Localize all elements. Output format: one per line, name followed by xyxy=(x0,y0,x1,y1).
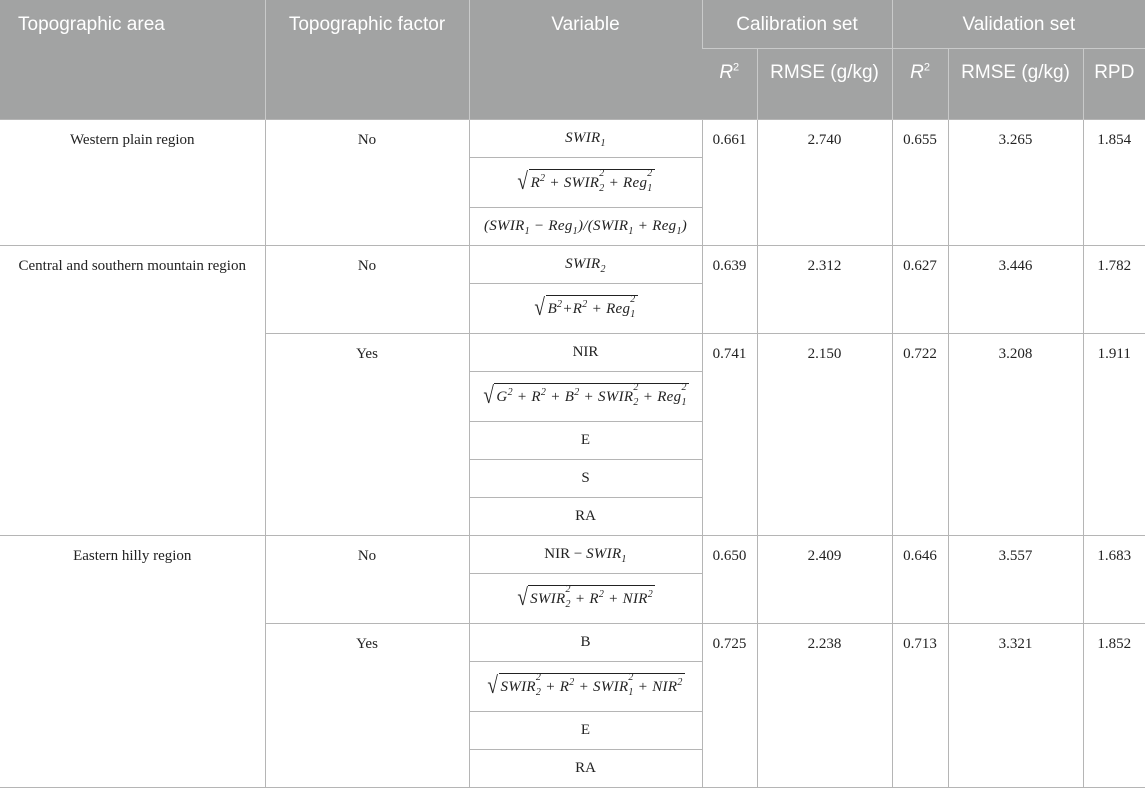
val-r2-cell: 0.713 xyxy=(892,623,948,787)
variable-cell: RA xyxy=(469,749,702,787)
val-r2-cell: 0.722 xyxy=(892,333,948,535)
header-validation-set: Validation set xyxy=(892,0,1145,48)
factor-central-yes: Yes xyxy=(265,333,469,535)
factor-western-no: No xyxy=(265,119,469,245)
header-topographic-area: Topographic area xyxy=(0,0,265,119)
header-cal-r2: $R^2$ xyxy=(702,48,757,119)
cal-r2-cell: 0.661 xyxy=(702,119,757,245)
variable-cell: E xyxy=(469,421,702,459)
header-calibration-set: Calibration set xyxy=(702,0,892,48)
variable-cell: √ SWIR 2 2 + $R^2$ + SWIR 2 1 + $NIR^2$ xyxy=(469,661,702,711)
rpd-cell: 1.911 xyxy=(1083,333,1145,535)
cal-r2-cell: 0.650 xyxy=(702,535,757,623)
header-rpd: RPD xyxy=(1083,48,1145,119)
val-r2-cell: 0.646 xyxy=(892,535,948,623)
variable-cell: E xyxy=(469,711,702,749)
rpd-cell: 1.782 xyxy=(1083,245,1145,333)
variable-cell: $SWIR_1$ xyxy=(469,119,702,157)
val-rmse-cell: 3.321 xyxy=(948,623,1083,787)
header-val-r2: $R^2$ xyxy=(892,48,948,119)
variable-cell: RA xyxy=(469,497,702,535)
area-eastern: Eastern hilly region xyxy=(0,535,265,787)
variable-cell: ($SWIR_1$ − $Reg_1)/(SWIR_1 + Reg_1)$ xyxy=(469,207,702,245)
variable-cell: $SWIR_2$ xyxy=(469,245,702,283)
val-rmse-cell: 3.446 xyxy=(948,245,1083,333)
factor-eastern-yes: Yes xyxy=(265,623,469,787)
variable-cell: NIR xyxy=(469,333,702,371)
factor-central-no: No xyxy=(265,245,469,333)
val-r2-cell: 0.627 xyxy=(892,245,948,333)
cal-rmse-cell: 2.740 xyxy=(757,119,892,245)
val-r2-cell: 0.655 xyxy=(892,119,948,245)
val-rmse-cell: 3.208 xyxy=(948,333,1083,535)
area-western: Western plain region xyxy=(0,119,265,245)
table-row xyxy=(0,245,1145,283)
variable-cell: √ $B^2+R^2$ + Reg 2 1 xyxy=(469,283,702,333)
header-topographic-factor: Topographic factor xyxy=(265,0,469,119)
cal-r2-cell: 0.741 xyxy=(702,333,757,535)
rpd-cell: 1.854 xyxy=(1083,119,1145,245)
cal-rmse-cell: 2.312 xyxy=(757,245,892,333)
variable-cell: B xyxy=(469,623,702,661)
cal-rmse-cell: 2.150 xyxy=(757,333,892,535)
rpd-cell: 1.852 xyxy=(1083,623,1145,787)
table-header xyxy=(0,0,1145,119)
header-cal-rmse: RMSE (g/kg) xyxy=(757,48,892,119)
variable-cell: √ $G^2 + R^2 + B^2$ + SWIR 2 2 + Reg 2 1 xyxy=(469,371,702,421)
area-central: Central and southern mountain region xyxy=(0,245,265,535)
val-rmse-cell: 3.557 xyxy=(948,535,1083,623)
cal-r2-cell: 0.725 xyxy=(702,623,757,787)
cal-rmse-cell: 2.409 xyxy=(757,535,892,623)
variable-cell: √ $R^2$ + SWIR 2 2 + Reg 2 1 xyxy=(469,157,702,207)
cal-r2-cell: 0.639 xyxy=(702,245,757,333)
header-variable: Variable xyxy=(469,0,702,119)
cal-rmse-cell: 2.238 xyxy=(757,623,892,787)
header-val-rmse: RMSE (g/kg) xyxy=(948,48,1083,119)
variable-cell: NIR − $SWIR_1$ xyxy=(469,535,702,573)
table-row xyxy=(0,535,1145,573)
variable-cell: √ SWIR 2 2 + $R^2 + NIR^2$ xyxy=(469,573,702,623)
val-rmse-cell: 3.265 xyxy=(948,119,1083,245)
rpd-cell: 1.683 xyxy=(1083,535,1145,623)
variable-cell: S xyxy=(469,459,702,497)
table-row xyxy=(0,119,1145,157)
factor-eastern-no: No xyxy=(265,535,469,623)
